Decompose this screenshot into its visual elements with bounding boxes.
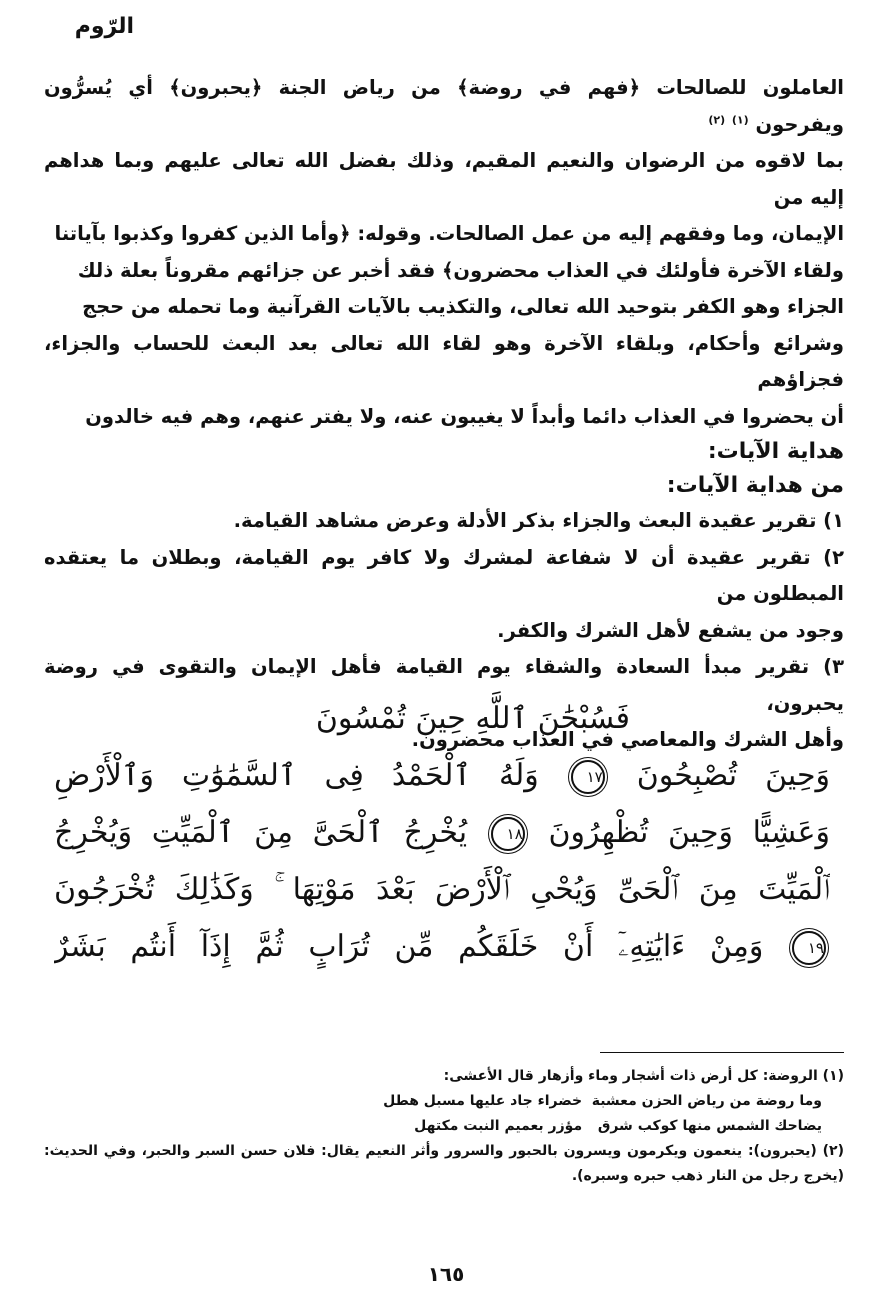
poem-hemistich: وما روضة من رياض الحزن معشبة: [591, 1093, 822, 1109]
verse-text: وَلَهُ ٱلْحَمْدُ فِى ٱلسَّمَٰوَٰتِ وَٱلْأَرْضِ: [54, 758, 539, 793]
paragraph-line-1: العاملون للصالحات ﴿فهم في روضة﴾ من رياض الجنة ﴿يحبرون﴾ أي يُسرُّون ويفرحون: [44, 76, 844, 136]
paragraph-line-3: الإيمان، وما وفقهم إليه من عمل الصالحات. وقوله: ﴿وأما الذين كفروا وكذبوا بآياتنا: [54, 222, 844, 245]
verse-line-2: [54, 747, 830, 804]
guidance-item-3-line-2: وأهل الشرك والمعاصي في العذاب محضرون.: [411, 728, 844, 751]
verse-text: وَحِينَ تُصْبِحُونَ: [636, 758, 830, 793]
verse-text: يُخْرِجُ ٱلْحَىَّ مِنَ ٱلْمَيِّتِ وَيُخْرِجُ: [54, 815, 468, 850]
ayah-number-marker: ١٨: [491, 817, 525, 851]
section-subheading: من هداية الآيات:: [666, 473, 844, 498]
ayah-number-marker: ١٧: [571, 760, 605, 794]
verse-text: ٱلْمَيِّتَ مِنَ ٱلْحَىِّ وَيُحْىِ ٱلْأَرْضَ بَعْدَ مَوْتِهَا ۚ وَكَذَٰلِكَ تُخْرَجُونَ: [54, 872, 830, 907]
paragraph-line-4: ولقاء الآخرة فأولئك في العذاب محضرون﴾ فقد أخبر عن جزائهم مقروناً بعلة ذلك: [77, 258, 844, 282]
guidance-item-2-line-1: ٢) تقرير عقيدة أن لا شفاعة لمشرك ولا كافر يوم القيامة، وبطلان ما يعتقده المبطلون من: [44, 545, 844, 605]
footnote-ref-2[interactable]: (٢): [708, 113, 726, 126]
paragraph-line-5: الجزاء وهو الكفر بتوحيد الله تعالى، والتكذيب بالآيات القرآنية وما تحمله من حجج: [82, 295, 844, 318]
surah-header-title: الرّوم: [74, 14, 134, 39]
verse-text: فَسُبْحَٰنَ ٱللَّهِ حِينَ تُمْسُونَ: [315, 701, 630, 736]
tafsir-body: [44, 70, 844, 759]
ayah-number-marker: ١٩: [792, 931, 826, 965]
poem-verse-1: [44, 1089, 844, 1114]
tafsir-paragraph: [44, 70, 844, 435]
poem-hemistich: خضراء جاد عليها مسبل هطل: [383, 1093, 583, 1109]
guidance-item-3-line-1: ٣) تقرير مبدأ السعادة والشقاء يوم القيامة فأهل الإيمان والتقوى في روضة يحبرون،: [44, 655, 844, 715]
verse-text: وَمِنْ ءَايَٰتِهِۦٓ أَنْ خَلَقَكُم مِّن تُرَابٍ ثُمَّ إِذَآ أَنتُم بَشَرٌ: [54, 929, 764, 964]
paragraph-line-6: وشرائع وأحكام، وبلقاء الآخرة وهو لقاء الله تعالى بعد البعث للحساب والجزاء، فجزاؤهم: [44, 331, 844, 391]
poem-hemistich: يضاحك الشمس منها كوكب شرق: [597, 1118, 822, 1134]
poem-hemistich: مؤزر بعميم النبت مكتهل: [414, 1118, 583, 1134]
verse-line-1: [54, 690, 830, 747]
verse-line-5: [54, 918, 830, 975]
footnotes: [44, 1064, 844, 1189]
poem-verse-2: [44, 1114, 844, 1139]
guidance-item-1: [44, 503, 844, 540]
verse-line-3: [54, 804, 830, 861]
paragraph-line-2: بما لاقوه من الرضوان والنعيم المقيم، وذلك بفضل الله تعالى عليهم وبما هداهم إليه من: [44, 149, 844, 209]
section-heading: هداية الآيات:: [707, 439, 844, 464]
guidance-item-2-line-2: وجود من يشفع لأهل الشرك والكفر.: [497, 618, 844, 642]
quran-verses-block: [54, 690, 830, 975]
guidance-item-2: [44, 540, 844, 650]
verse-text: وَعَشِيًّا وَحِينَ تُظْهِرُونَ: [548, 815, 830, 850]
guidance-item-1-line-1: ١) تقرير عقيدة البعث والجزاء بذكر الأدلة وعرض مشاهد القيامة.: [233, 509, 844, 532]
page-number: ١٦٥: [427, 1262, 465, 1286]
footnote-ref-1[interactable]: (١): [731, 113, 749, 126]
footnote-divider: [600, 1052, 844, 1053]
verse-line-4: [54, 861, 830, 918]
footnote-2: (٢) (يحبرون): ينعمون ويكرمون ويسرون بالحبور والسرور وأثر النعيم يقال: فلان حسن السبر والحبر، وفي الحديث: (يخرج رجل من النار ذهب حبره وسبره).: [44, 1143, 844, 1184]
paragraph-line-7: أن يحضروا في العذاب دائما وأبداً لا يغيبون عنه، ولا يفتر عنهم، وهم فيه خالدون: [85, 404, 844, 428]
footnote-1: (١) الروضة: كل أرض ذات أشجار وماء وأزهار قال الأعشى:: [443, 1068, 844, 1084]
